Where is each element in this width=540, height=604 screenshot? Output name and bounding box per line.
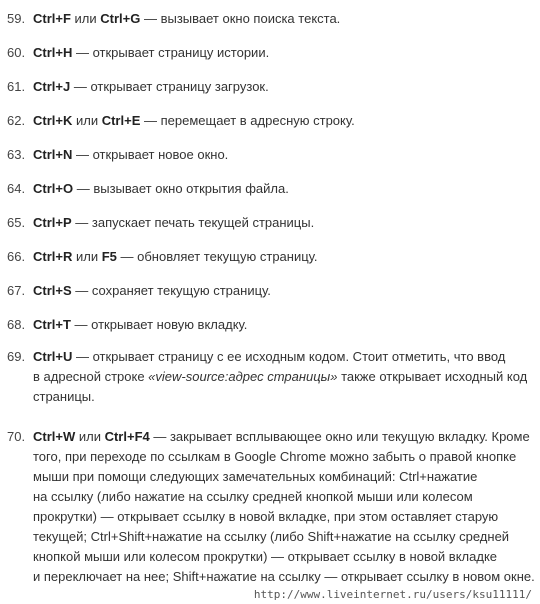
item-description: — сохраняет текущую страницу. <box>71 283 271 298</box>
item-text <box>33 145 533 165</box>
item-description: — обновляет текущую страницу. <box>116 249 318 264</box>
item-description: — открывает страницу с ее исходным кодом. Стоит отметить, что ввод <box>72 349 506 364</box>
item-number: 69. <box>7 349 26 364</box>
item-description: в адресной строке <box>33 369 149 384</box>
item-text <box>33 111 533 131</box>
item-description: прокрутки) — открывает ссылку в новой вкладке, при этом оставляет старую <box>33 509 499 524</box>
item-number: 67. <box>7 283 26 298</box>
shortcut-key: Ctrl+U <box>33 349 73 364</box>
item-text <box>33 347 533 407</box>
item-number: 66. <box>7 249 26 264</box>
watermark-url: http://www.liveinternet.ru/users/ksu11111/ <box>253 588 532 601</box>
item-text <box>33 281 533 301</box>
or-text: или <box>72 249 102 264</box>
shortcut-key: Ctrl+T <box>33 317 71 332</box>
item-number: 61. <box>7 79 26 94</box>
shortcut-key: Ctrl+G <box>100 11 141 26</box>
item-text <box>33 9 533 29</box>
item-number: 64. <box>7 181 26 196</box>
item-description: — открывает новую вкладку. <box>70 317 248 332</box>
item-number: 70. <box>7 429 26 444</box>
or-text: или <box>72 113 102 128</box>
item-number: 62. <box>7 113 26 128</box>
shortcut-key: Ctrl+S <box>33 283 72 298</box>
shortcut-key: Ctrl+H <box>33 45 73 60</box>
item-description: страницы. <box>33 389 95 404</box>
shortcut-key: Ctrl+E <box>101 113 141 128</box>
shortcut-key: F5 <box>101 249 117 264</box>
item-description: того, при переходе по ссылкам в Google Chrome можно забыть о правой кнопке <box>33 449 517 464</box>
item-description: — закрывает всплывающее окно или текущую вкладку. Кроме <box>149 429 530 444</box>
item-text <box>33 43 533 63</box>
item-description: — открывает страницу загрузок. <box>70 79 269 94</box>
item-description: — вызывает окно открытия файла. <box>73 181 289 196</box>
shortcut-key: Ctrl+J <box>33 79 71 94</box>
item-description: — вызывает окно поиска текста. <box>140 11 341 26</box>
shortcut-key: Ctrl+K <box>33 113 73 128</box>
shortcut-key: Ctrl+P <box>33 215 72 230</box>
item-number: 68. <box>7 317 26 332</box>
or-text: или <box>75 429 105 444</box>
item-description: — открывает новое окно. <box>72 147 229 162</box>
shortcut-key: Ctrl+N <box>33 147 73 162</box>
item-number: 63. <box>7 147 26 162</box>
item-number: 60. <box>7 45 26 60</box>
item-description: текущей; Ctrl+Shift+нажатие на ссылку (либо Shift+нажатие на ссылку средней <box>33 529 510 544</box>
item-description: — запускает печать текущей страницы. <box>71 215 315 230</box>
shortcut-key: Ctrl+O <box>33 181 74 196</box>
item-number: 59. <box>7 11 26 26</box>
item-text <box>33 77 533 97</box>
item-description: — перемещает в адресную строку. <box>140 113 355 128</box>
item-description: кнопкой мыши или колесом прокрутки) — открывает ссылку в новой вкладке <box>33 549 498 564</box>
or-text: или <box>70 11 101 26</box>
shortcut-key: Ctrl+F <box>33 11 71 26</box>
italic-term: «view-source:адрес страницы» <box>148 369 338 384</box>
item-text <box>33 427 533 587</box>
item-text <box>33 213 533 233</box>
item-text <box>33 179 533 199</box>
item-description: на ссылку (либо нажатие на ссылку средней кнопкой мыши или колесом <box>33 489 473 504</box>
item-text <box>33 247 533 267</box>
item-description: мыши при помощи следующих замечательных комбинаций: Ctrl+нажатие <box>33 469 478 484</box>
shortcut-key: Ctrl+R <box>33 249 73 264</box>
shortcut-key: Ctrl+F4 <box>104 429 150 444</box>
shortcut-key: Ctrl+W <box>33 429 76 444</box>
item-description: — открывает страницу истории. <box>72 45 270 60</box>
item-number: 65. <box>7 215 26 230</box>
item-text <box>33 315 533 335</box>
item-description: и переключает на нее; Shift+нажатие на ссылку — открывает ссылку в новом окне. <box>33 569 535 584</box>
item-description: также открывает исходный код <box>337 369 528 384</box>
